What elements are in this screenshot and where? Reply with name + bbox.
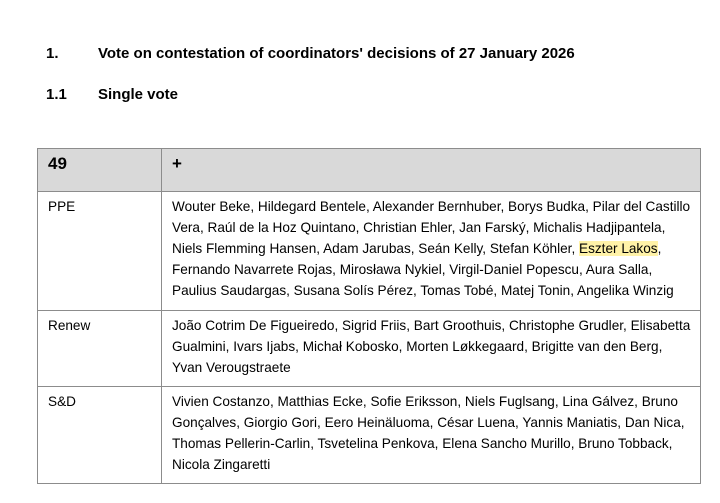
members-text: , Fernando Navarrete Rojas, Mirosława Nykiel, Virgil-Daniel Popescu, Aura Salla, Paulius Saudargas, Susana Solís Pérez, Tomas Tobé, Matej Tonin, Angelika Winzig <box>172 241 674 298</box>
highlighted-member: Eszter Lakos <box>579 241 658 256</box>
subsection-heading <box>46 86 178 103</box>
group-name: Renew <box>38 311 162 387</box>
subsection-number: 1.1 <box>46 86 67 103</box>
group-name: PPE <box>38 192 162 311</box>
section-heading <box>46 45 575 62</box>
group-members: Vivien Costanzo, Matthias Ecke, Sofie Eriksson, Niels Fuglsang, Lina Gálvez, Bruno Gonçalves, Giorgio Gori, Eero Heinäluoma, César Luena, Yannis Maniatis, Dan Nica, Thomas Pellerin-Carlin, Tsvetelina Penkova, Elena Sancho Murillo, Bruno Tobback, Nicola Zingaretti <box>162 387 701 484</box>
vote-header-row <box>38 149 701 192</box>
members-text: Wouter Beke, Hildegard Bentele, Alexander Bernhuber, Borys Budka, Pilar del Castillo Vera, Raúl de la Hoz Quintano, Christian Ehler, Jan Farský, Michalis Hadjipantela, Niels Flemming Hansen, Adam Jarubas, Seán Kelly, Stefan Köhler, <box>172 199 691 256</box>
group-name: S&D <box>38 387 162 484</box>
vote-sign: + <box>162 149 701 192</box>
group-members: João Cotrim De Figueiredo, Sigrid Friis, Bart Groothuis, Christophe Grudler, Elisabetta Gualmini, Ivars Ijabs, Michał Kobosko, Morten Løkkegaard, Brigitte van den Berg, Yvan Verougstraete <box>162 311 701 387</box>
subsection-title: Single vote <box>98 86 179 103</box>
group-row <box>38 387 701 484</box>
group-row <box>38 311 701 387</box>
vote-results-table <box>37 148 701 484</box>
section-title: Vote on contestation of coordinators' decisions of 27 January 2026 <box>98 45 575 62</box>
group-members <box>162 192 701 311</box>
group-row <box>38 192 701 311</box>
section-number: 1. <box>46 45 59 62</box>
vote-count: 49 <box>38 149 162 192</box>
